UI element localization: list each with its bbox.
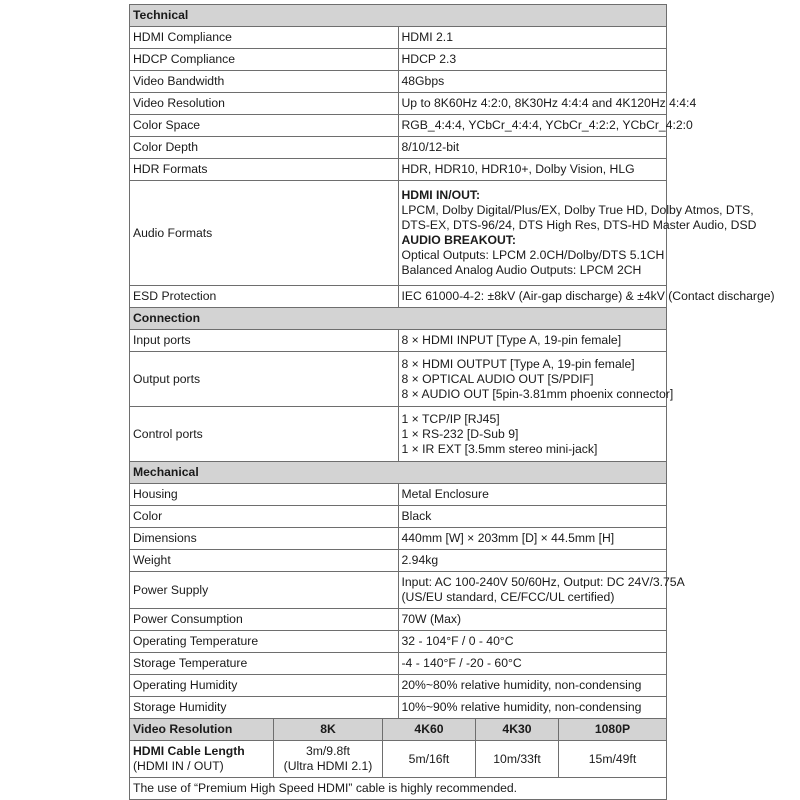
spec-value: HDR, HDR10, HDR10+, Dolby Vision, HLG: [398, 159, 667, 181]
spec-value: [398, 572, 685, 609]
cable-value-4k60: 5m/16ft: [383, 741, 476, 778]
spec-row: [130, 407, 667, 462]
spec-label: Color Depth: [130, 137, 399, 159]
spec-label: Output ports: [130, 352, 399, 407]
spec-value: 2.94kg: [398, 550, 667, 572]
spec-row: [130, 159, 667, 181]
spec-value: HDMI 2.1: [398, 27, 667, 49]
cable-value-4k30: 10m/33ft: [476, 741, 559, 778]
cable-row-label: [130, 741, 274, 778]
spec-row: [130, 93, 667, 115]
audio-line: DTS-EX, DTS-96/24, DTS High Res, DTS-HD Master Audio, DSD: [401, 218, 757, 232]
audio-line: LPCM, Dolby Digital/Plus/EX, Dolby True HD, Dolby Atmos, DTS,: [401, 203, 754, 217]
power-line: Input: AC 100-240V 50/60Hz, Output: DC 24V/3.75A: [401, 575, 685, 589]
spec-row: [130, 631, 667, 653]
spec-row: [130, 609, 667, 631]
spec-row: [130, 484, 667, 506]
spec-label: Video Resolution: [130, 93, 399, 115]
cable-value-8k: [274, 741, 383, 778]
spec-value: Up to 8K60Hz 4:2:0, 8K30Hz 4:4:4 and 4K120Hz 4:4:4: [398, 93, 667, 115]
spec-label: HDCP Compliance: [130, 49, 399, 71]
spec-value: Black: [398, 506, 667, 528]
spec-value: HDCP 2.3: [398, 49, 667, 71]
spec-value: 20%~80% relative humidity, non-condensing: [398, 675, 667, 697]
spec-label: Control ports: [130, 407, 399, 462]
port-line: 1 × RS-232 [D-Sub 9]: [401, 426, 519, 441]
spec-label: Housing: [130, 484, 399, 506]
spec-value: RGB_4:4:4, YCbCr_4:4:4, YCbCr_4:2:2, YCbCr_4:2:0: [398, 115, 667, 137]
cable-col-4k60: 4K60: [383, 719, 476, 741]
port-line: 8 × OPTICAL AUDIO OUT [S/PDIF]: [401, 371, 594, 386]
section-header-technical: Technical: [130, 5, 667, 27]
audio-subheading-breakout: AUDIO BREAKOUT:: [401, 233, 516, 247]
spec-label: Audio Formats: [130, 181, 399, 286]
spec-label: Weight: [130, 550, 399, 572]
audio-subheading-hdmi: HDMI IN/OUT:: [401, 188, 481, 202]
spec-value: 70W (Max): [398, 609, 667, 631]
port-line: 8 × HDMI OUTPUT [Type A, 19-pin female]: [401, 356, 635, 371]
spec-value: 8 × HDMI INPUT [Type A, 19-pin female]: [398, 330, 667, 352]
spec-row: [130, 528, 667, 550]
spec-table: [129, 4, 775, 719]
spec-row: [130, 49, 667, 71]
spec-row: [130, 330, 667, 352]
spec-value: 48Gbps: [398, 71, 667, 93]
audio-line: Balanced Analog Audio Outputs: LPCM 2CH: [401, 263, 642, 277]
spec-row: [130, 506, 667, 528]
spec-value: -4 - 140°F / -20 - 60°C: [398, 653, 667, 675]
spec-label: Dimensions: [130, 528, 399, 550]
spec-value: [398, 352, 674, 407]
spec-row: [130, 27, 667, 49]
cable-length-table: [129, 718, 667, 800]
cable-note: The use of “Premium High Speed HDMI” cable is highly recommended.: [130, 778, 667, 800]
spec-row: [130, 550, 667, 572]
spec-value: 32 - 104°F / 0 - 40°C: [398, 631, 667, 653]
port-line: 8 × AUDIO OUT [5pin-3.81mm phoenix connector]: [401, 386, 674, 401]
cable-value-line: (Ultra HDMI 2.1): [283, 759, 373, 773]
spec-label: HDMI Compliance: [130, 27, 399, 49]
spec-row: [130, 286, 667, 308]
cable-col-1080p: 1080P: [559, 719, 667, 741]
spec-row-audio: [130, 181, 667, 286]
spec-value: [398, 407, 667, 462]
port-line: 1 × TCP/IP [RJ45]: [401, 411, 500, 426]
spec-label: Input ports: [130, 330, 399, 352]
cable-col-8k: 8K: [274, 719, 383, 741]
spec-row: [130, 115, 667, 137]
spec-row: [130, 697, 667, 719]
spec-row: [130, 653, 667, 675]
cable-length-row: [130, 741, 667, 778]
spec-label: Color: [130, 506, 399, 528]
cable-row-subtitle: (HDMI IN / OUT): [133, 759, 224, 773]
spec-value: 8/10/12-bit: [398, 137, 667, 159]
spec-label: Operating Humidity: [130, 675, 399, 697]
spec-value: Metal Enclosure: [398, 484, 667, 506]
spec-row: [130, 352, 667, 407]
section-header-mechanical: Mechanical: [130, 462, 667, 484]
spec-value: IEC 61000-4-2: ±8kV (Air-gap discharge) & ±4kV (Contact discharge): [398, 286, 667, 308]
spec-row: [130, 572, 667, 609]
spec-value: 440mm [W] × 203mm [D] × 44.5mm [H]: [398, 528, 667, 550]
cable-col-4k30: 4K30: [476, 719, 559, 741]
audio-line: Optical Outputs: LPCM 2.0CH/Dolby/DTS 5.1CH: [401, 248, 665, 262]
spec-label: ESD Protection: [130, 286, 399, 308]
cable-value-line: 3m/9.8ft: [305, 744, 351, 758]
spec-row: [130, 71, 667, 93]
spec-sheet: [129, 4, 775, 800]
audio-formats-value: [398, 181, 757, 286]
spec-label: HDR Formats: [130, 159, 399, 181]
spec-label: Power Consumption: [130, 609, 399, 631]
spec-label: Storage Temperature: [130, 653, 399, 675]
spec-label: Color Space: [130, 115, 399, 137]
spec-label: Power Supply: [130, 572, 399, 609]
section-header-connection: Connection: [130, 308, 667, 330]
spec-row: [130, 675, 667, 697]
cable-value-1080p: 15m/49ft: [559, 741, 667, 778]
cable-header-label: Video Resolution: [130, 719, 274, 741]
spec-label: Video Bandwidth: [130, 71, 399, 93]
port-line: 1 × IR EXT [3.5mm stereo mini-jack]: [401, 441, 598, 456]
spec-value: 10%~90% relative humidity, non-condensing: [398, 697, 667, 719]
spec-row: [130, 137, 667, 159]
spec-label: Operating Temperature: [130, 631, 399, 653]
spec-label: Storage Humidity: [130, 697, 399, 719]
power-line: (US/EU standard, CE/FCC/UL certified): [401, 590, 615, 604]
cable-row-title: HDMI Cable Length: [133, 744, 245, 758]
